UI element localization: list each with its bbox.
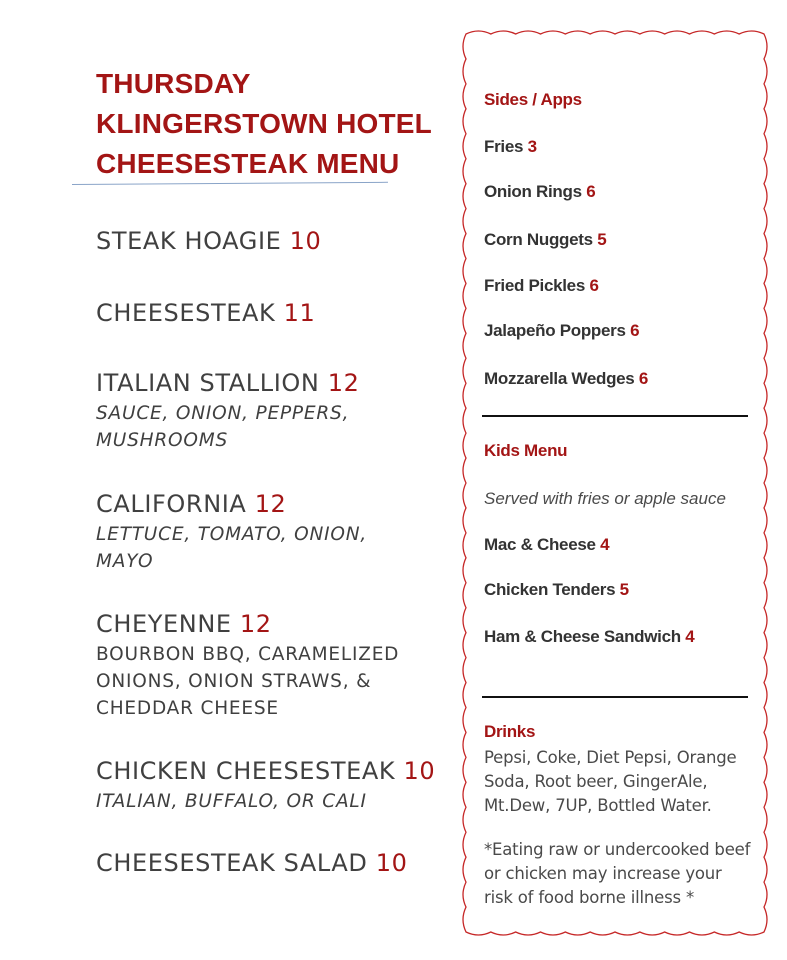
kids-item — [484, 535, 609, 555]
kids-item-name: Chicken Tenders — [484, 580, 616, 599]
item-description: SAUCE, ONION, PEPPERS, MUSHROOMS — [96, 403, 350, 451]
item-price: 10 — [375, 849, 408, 877]
section-divider — [482, 696, 748, 698]
side-name: Corn Nuggets — [484, 230, 593, 249]
kids-item-name: Ham & Cheese Sandwich — [484, 627, 681, 646]
menu-item-california — [96, 489, 446, 575]
menu-item-cheesesteak — [96, 298, 446, 328]
kids-item — [484, 627, 694, 647]
menu-item-steak-hoagie — [96, 226, 446, 256]
side-name: Onion Rings — [484, 182, 582, 201]
menu-item-cheyenne — [96, 609, 446, 722]
side-name: Fried Pickles — [484, 276, 585, 295]
side-name: Jalapeño Poppers — [484, 321, 626, 340]
side-price: 6 — [630, 321, 640, 340]
side-item — [484, 321, 639, 341]
side-name: Fries — [484, 137, 524, 156]
item-price: 12 — [327, 369, 360, 397]
side-price: 3 — [527, 137, 537, 156]
item-description: BOURBON BBQ, CARAMELIZED ONIONS, ONION STRAWS, & CHEDDAR CHEESE — [96, 644, 400, 719]
side-item — [484, 369, 648, 389]
item-description: LETTUCE, TOMATO, ONION, MAYO — [96, 524, 368, 572]
item-name: CALIFORNIA — [96, 490, 247, 518]
item-name-line — [96, 756, 446, 786]
food-safety-warning: *Eating raw or undercooked beef or chicken may increase your risk of food borne illness * — [484, 840, 751, 907]
item-name-line — [96, 489, 446, 519]
side-item — [484, 276, 599, 296]
drinks-heading: Drinks — [484, 722, 536, 741]
menu-item-chicken-cheesesteak — [96, 756, 446, 815]
item-description: ITALIAN, BUFFALO, OR CALI — [96, 791, 367, 812]
side-item — [484, 137, 537, 157]
item-name-line — [96, 848, 446, 878]
item-name-line — [96, 298, 446, 328]
item-price: 12 — [254, 490, 287, 518]
item-name: CHICKEN CHEESESTEAK — [96, 757, 396, 785]
kids-item-price: 4 — [600, 535, 610, 554]
title-line: KLINGERSTOWN HOTEL — [96, 108, 432, 139]
menu-item-italian-stallion — [96, 368, 446, 454]
drinks-list: Pepsi, Coke, Diet Pepsi, Orange Soda, Root beer, GingerAle, Mt.Dew, 7UP, Bottled Water. — [484, 748, 737, 815]
title-line: CHEESESTEAK MENU — [96, 148, 400, 179]
item-name-line — [96, 226, 446, 256]
item-name: CHEESESTEAK SALAD — [96, 849, 368, 877]
title-line: THURSDAY — [96, 68, 251, 99]
kids-item-price: 4 — [685, 627, 695, 646]
item-price: 12 — [239, 610, 272, 638]
item-name: STEAK HOAGIE — [96, 227, 282, 255]
item-name: CHEESESTEAK — [96, 299, 276, 327]
item-name: CHEYENNE — [96, 610, 232, 638]
kids-item — [484, 580, 629, 600]
item-name-line — [96, 609, 446, 639]
kids-note: Served with fries or apple sauce — [484, 489, 726, 508]
menu-item-cheesesteak-salad — [96, 848, 446, 878]
menu-title — [96, 64, 432, 184]
item-price: 10 — [403, 757, 436, 785]
side-price: 6 — [589, 276, 599, 295]
kids-heading: Kids Menu — [484, 441, 568, 460]
kids-item-name: Mac & Cheese — [484, 535, 596, 554]
item-name: ITALIAN STALLION — [96, 369, 320, 397]
item-price: 11 — [283, 299, 316, 327]
kids-item-price: 5 — [619, 580, 629, 599]
side-price: 6 — [586, 182, 596, 201]
side-price: 5 — [597, 230, 607, 249]
section-divider — [482, 415, 748, 417]
side-item — [484, 182, 595, 202]
side-price: 6 — [638, 369, 649, 388]
side-item — [484, 230, 606, 250]
side-name: Mozzarella Wedges — [484, 369, 635, 388]
item-price: 10 — [289, 227, 322, 255]
sides-heading: Sides / Apps — [484, 90, 582, 109]
item-name-line — [96, 368, 446, 398]
